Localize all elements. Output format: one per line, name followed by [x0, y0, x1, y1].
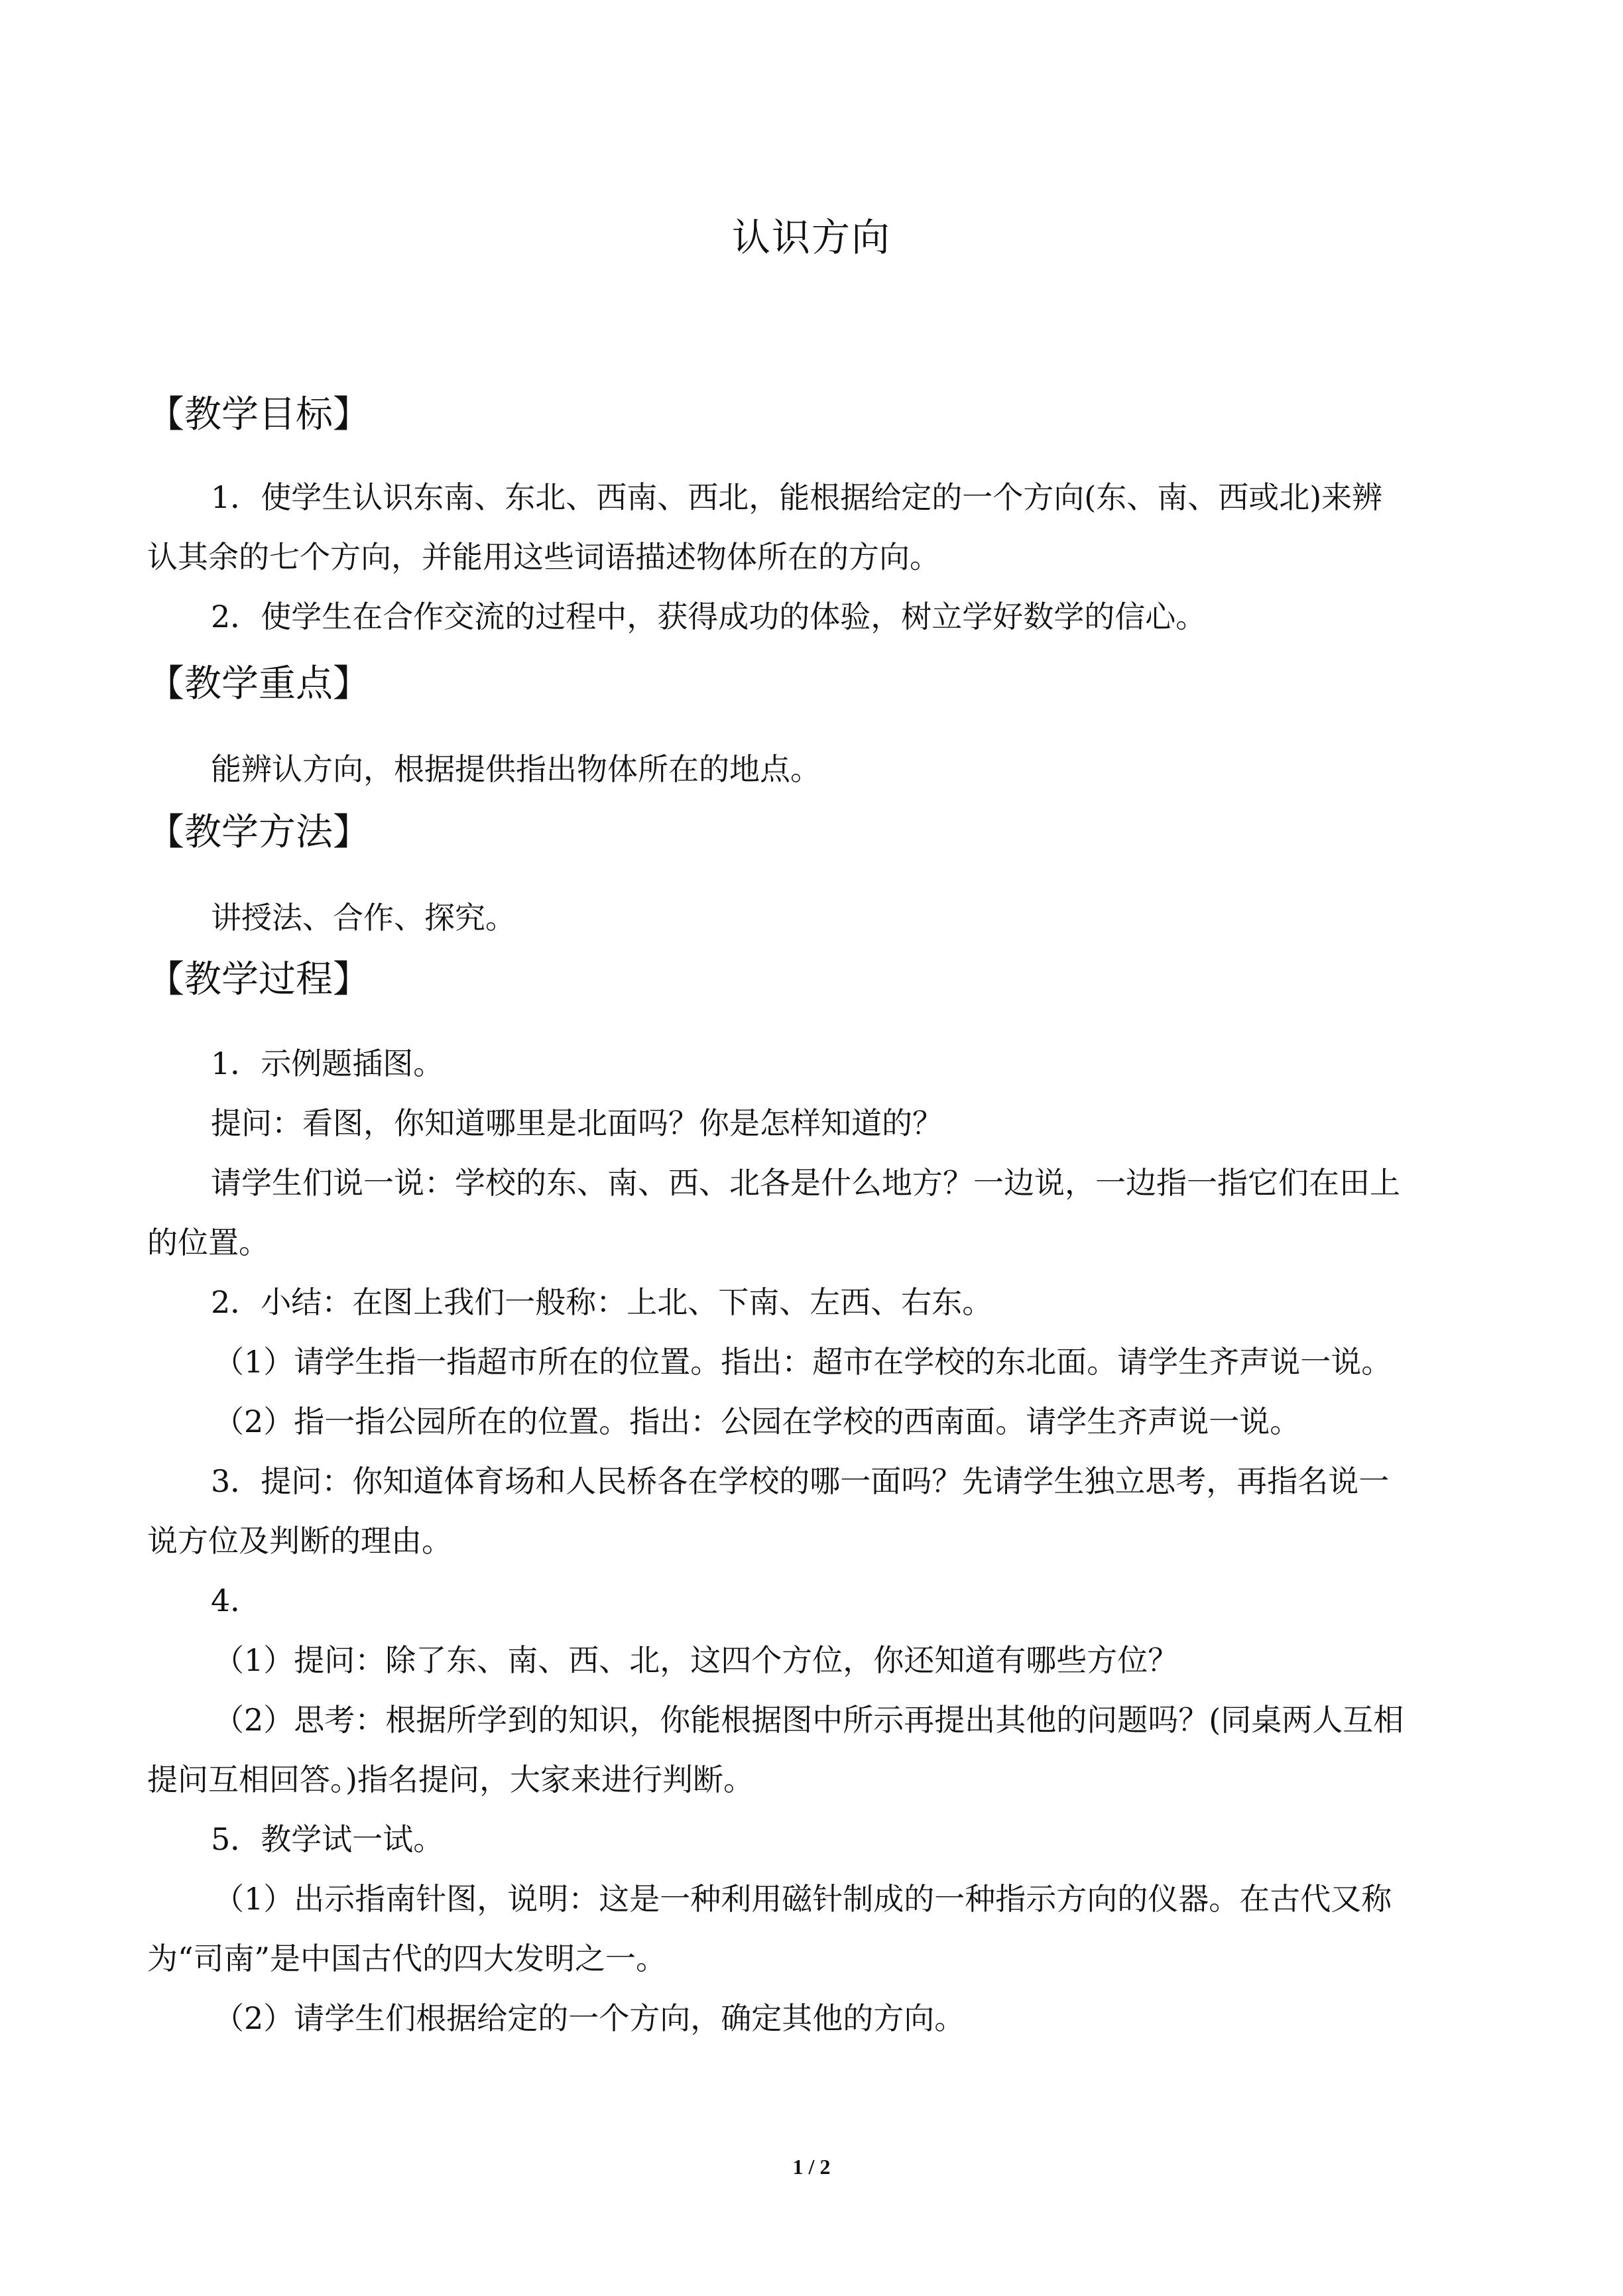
heading-methods: 【教学方法】: [147, 811, 370, 854]
process-line-5: （1）请学生指一指超市所在的位置。指出：超市在学校的东北面。请学生齐声说一说。: [213, 1344, 1392, 1380]
process-line-12b: 为“司南”是中国古代的四大发明之一。: [147, 1941, 667, 1976]
process-line-8: 4．: [211, 1583, 261, 1618]
objective-line-1a: 1．使学生认识东南、东北、西南、西北，能根据给定的一个方向(东、南、西或北)来辨: [211, 479, 1383, 515]
heading-key-points: 【教学重点】: [147, 662, 370, 705]
process-line-3a: 请学生们说一说：学校的东、南、西、北各是什么地方？一边说，一边指一指它们在田上: [211, 1165, 1400, 1201]
document-title: 认识方向: [731, 215, 891, 260]
process-line-2: 提问：看图，你知道哪里是北面吗？你是怎样知道的？: [211, 1105, 943, 1141]
process-line-12a: （1）出示指南针图，说明：这是一种利用磁针制成的一种指示方向的仪器。在古代又称: [213, 1881, 1392, 1917]
process-line-11: 5．教学试一试。: [211, 1821, 444, 1857]
methods-line-1: 讲授法、合作、探究。: [211, 900, 516, 936]
objective-line-2: 2．使学生在合作交流的过程中，获得成功的体验，树立学好数学的信心。: [211, 599, 1207, 634]
process-line-3b: 的位置。: [147, 1225, 269, 1260]
process-line-9: （1）提问：除了东、南、西、北，这四个方位，你还知道有哪些方位？: [213, 1642, 1179, 1678]
key-points-line-1: 能辨认方向，根据提供指出物体所在的地点。: [211, 751, 821, 787]
process-line-4: 2．小结：在图上我们一般称：上北、下南、左西、右东。: [211, 1284, 993, 1320]
process-line-1: 1．示例题插图。: [211, 1046, 444, 1081]
process-line-10b: 提问互相回答。)指名提问，大家来进行判断。: [147, 1762, 754, 1797]
heading-objectives: 【教学目标】: [147, 393, 370, 436]
process-line-13: （2）请学生们根据给定的一个方向，确定其他的方向。: [213, 2000, 965, 2036]
process-line-6: （2）指一指公园所在的位置。指出：公园在学校的西南面。请学生齐声说一说。: [213, 1404, 1301, 1439]
process-line-7a: 3．提问：你知道体育场和人民桥各在学校的哪一面吗？先请学生独立思考，再指名说一: [211, 1463, 1390, 1499]
page-number: 1 / 2: [792, 2155, 831, 2179]
heading-process: 【教学过程】: [147, 958, 370, 1001]
process-line-10a: （2）思考：根据所学到的知识，你能根据图中所示再提出其他的问题吗？(同桌两人互相: [213, 1702, 1404, 1738]
process-line-7b: 说方位及判断的理由。: [147, 1523, 452, 1559]
objective-line-1b: 认其余的七个方向，并能用这些词语描述物体所在的方向。: [147, 539, 940, 575]
